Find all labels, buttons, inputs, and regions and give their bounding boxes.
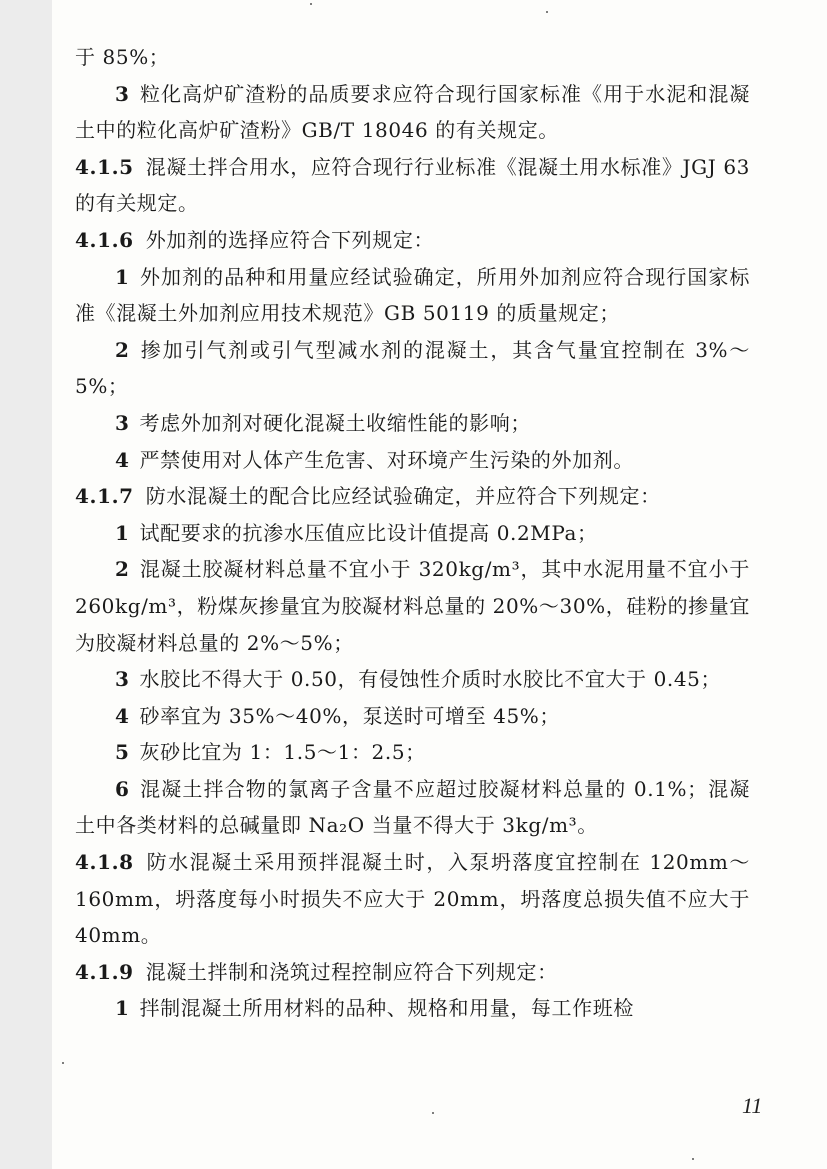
scan-margin — [0, 0, 52, 1169]
scan-speck — [546, 11, 548, 13]
list-item — [75, 734, 750, 771]
item-text: 灰砂比宜为 1：1.5～1：2.5； — [139, 740, 426, 765]
scan-speck — [62, 1062, 64, 1064]
list-item — [75, 551, 750, 661]
clause-number: 4.1.8 — [75, 850, 134, 875]
list-item — [75, 405, 750, 442]
clause-text: 防水混凝土的配合比应经试验确定，并应符合下列规定： — [145, 484, 661, 509]
list-item — [75, 515, 750, 552]
item-text: 混凝土拌合物的氯离子含量不应超过胶凝材料总量的 0.1%；混凝土中各类材料的总碱量即 Na₂O 当量不得大于 3kg/m³。 — [75, 776, 750, 838]
clause-text: 混凝土拌制和浇筑过程控制应符合下列规定： — [145, 959, 558, 984]
item-text: 水胶比不得大于 0.50，有侵蚀性介质时水胶比不宜大于 0.45； — [139, 667, 722, 692]
scan-speck — [432, 1112, 434, 1114]
item-number: 3 — [115, 81, 130, 106]
item-number: 1 — [115, 520, 130, 545]
clause — [75, 478, 750, 515]
item-text: 掺加引气剂或引气型减水剂的混凝土，其含气量宜控制在 3%～5%； — [75, 337, 750, 399]
item-text: 拌制混凝土所用材料的品种、规格和用量，每工作班检 — [139, 996, 634, 1021]
item-number: 1 — [115, 264, 130, 289]
list-item — [75, 771, 750, 844]
list-item — [75, 990, 750, 1027]
item-number: 4 — [115, 447, 130, 472]
item-number: 3 — [115, 410, 130, 435]
item-number: 2 — [115, 337, 130, 362]
list-item — [75, 332, 750, 405]
clause — [75, 954, 750, 991]
list-item — [75, 259, 750, 332]
item-number: 6 — [115, 776, 130, 801]
clause-text: 混凝土拌合用水，应符合现行行业标准《混凝土用水标准》JGJ 63 的有关规定。 — [75, 154, 750, 216]
item-text: 严禁使用对人体产生危害、对环境产生污染的外加剂。 — [139, 447, 634, 472]
clause — [75, 149, 750, 222]
body-text — [75, 39, 750, 1027]
clause-number: 4.1.7 — [75, 484, 134, 509]
item-text: 混凝土胶凝材料总量不宜小于 320kg/m³，其中水泥用量不宜小于 260kg/m³，粉煤灰掺量宜为胶凝材料总量的 20%～30%，硅粉的掺量宜为胶凝材料总量的 2%～5%； — [75, 557, 750, 655]
item-number: 4 — [115, 703, 130, 728]
clause — [75, 222, 750, 259]
item-text: 试配要求的抗渗水压值应比设计值提高 0.2MPa； — [139, 520, 598, 545]
paragraph-text: 于 85%； — [75, 45, 170, 69]
clause-text: 防水混凝土采用预拌混凝土时，入泵坍落度宜控制在 120mm～160mm，坍落度每小时损失不应大于 20mm，坍落度总损失值不应大于 40mm。 — [75, 850, 750, 948]
item-number: 1 — [115, 996, 130, 1021]
item-text: 粒化高炉矿渣粉的品质要求应符合现行国家标准《用于水泥和混凝土中的粒化高炉矿渣粉》GB/T 18046 的有关规定。 — [75, 81, 750, 143]
clause-number: 4.1.6 — [75, 227, 134, 252]
list-item — [75, 661, 750, 698]
list-item — [75, 76, 750, 149]
list-item — [75, 698, 750, 735]
item-number: 5 — [115, 740, 130, 765]
clause-text: 外加剂的选择应符合下列规定： — [145, 227, 435, 252]
scan-speck — [692, 1158, 694, 1160]
item-text: 外加剂的品种和用量应经试验确定，所用外加剂应符合现行国家标准《混凝土外加剂应用技术规范》GB 50119 的质量规定； — [75, 264, 750, 326]
clause-number: 4.1.9 — [75, 959, 134, 984]
paragraph-continuation — [75, 39, 750, 76]
clause — [75, 844, 750, 954]
scan-speck — [310, 3, 312, 5]
item-number: 3 — [115, 667, 130, 692]
clause-number: 4.1.5 — [75, 154, 134, 179]
item-number: 2 — [115, 557, 130, 582]
document-page — [52, 0, 827, 1169]
list-item — [75, 442, 750, 479]
page-number: 11 — [742, 1093, 763, 1118]
item-text: 砂率宜为 35%～40%，泵送时可增至 45%； — [139, 703, 561, 728]
item-text: 考虑外加剂对硬化混凝土收缩性能的影响； — [139, 410, 531, 435]
